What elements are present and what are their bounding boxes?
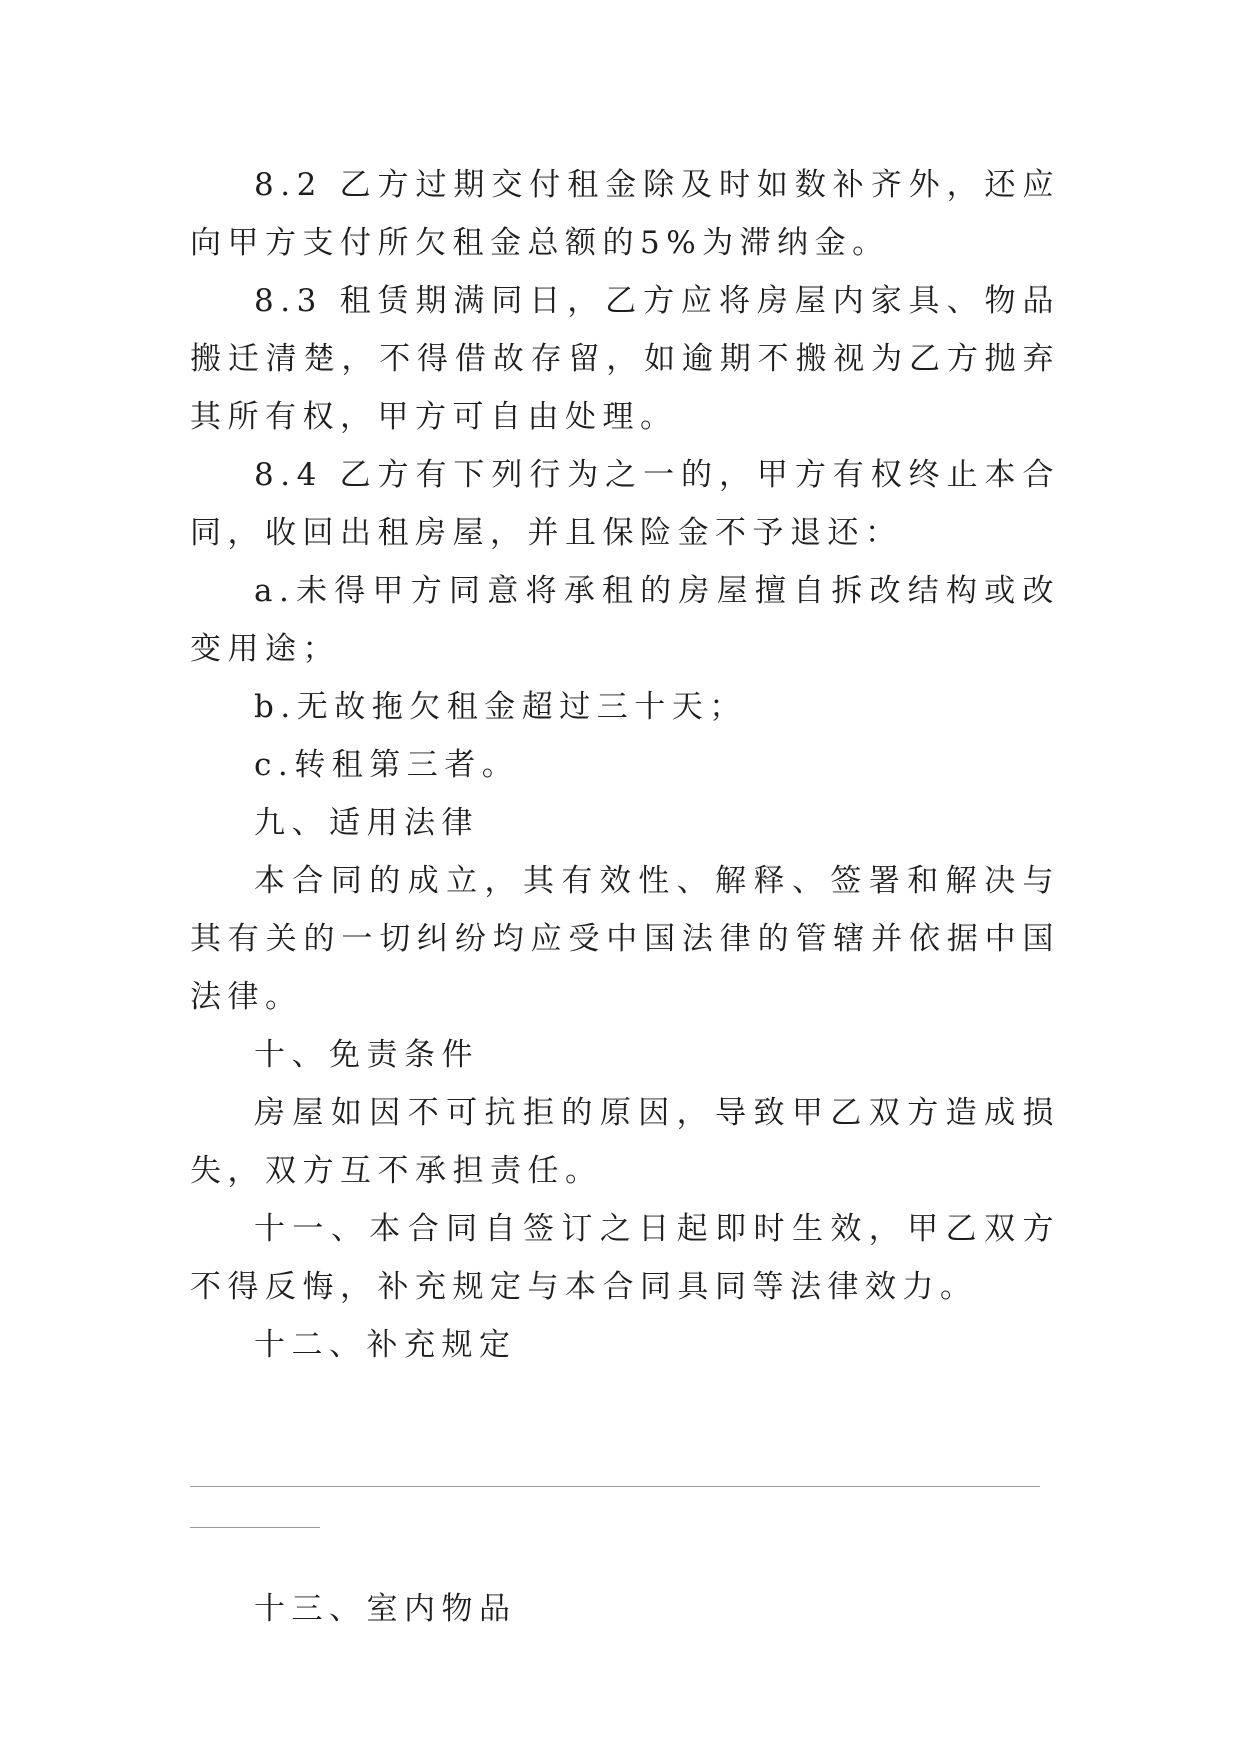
section-10-heading: 十、免责条件 bbox=[254, 1037, 479, 1073]
clause-8-3: 8.3 租赁期满同日，乙方应将房屋内家具、物品搬迁清楚，不得借故存留，如逾期不搬视为乙方抛弃其所有权，甲方可自由处理。 bbox=[190, 283, 1060, 435]
blank-space bbox=[190, 1374, 1060, 1486]
document-body bbox=[190, 156, 1060, 1638]
clause-8-4: 8.4 乙方有下列行为之一的，甲方有权终止本合同，收回出租房屋，并且保险金不予退还： bbox=[190, 457, 1060, 551]
clause-8-4-item-b: b.无故拖欠租金超过三十天； bbox=[254, 689, 747, 725]
clause-8-4-item-c: c.转租第三者。 bbox=[254, 747, 520, 783]
fill-in-line bbox=[190, 1486, 1040, 1487]
clause-8-2: 8.2 乙方过期交付租金除及时如数补齐外，还应向甲方支付所欠租金总额的5%为滞纳金。 bbox=[190, 167, 1060, 261]
section-11: 十一、本合同自签订之日起即时生效，甲乙双方不得反悔，补充规定与本合同具同等法律效力。 bbox=[190, 1211, 1060, 1305]
section-9-heading: 九、适用法律 bbox=[254, 805, 479, 841]
section-13-heading: 十三、室内物品 bbox=[254, 1591, 517, 1627]
section-10-body: 房屋如因不可抗拒的原因，导致甲乙双方造成损失，双方互不承担责任。 bbox=[190, 1095, 1060, 1189]
blank-space bbox=[190, 1528, 1060, 1580]
section-12-heading: 十二、补充规定 bbox=[254, 1327, 517, 1363]
section-9-body: 本合同的成立，其有效性、解释、签署和解决与其有关的一切纠纷均应受中国法律的管辖并依据中国法律。 bbox=[190, 863, 1060, 1015]
clause-8-4-item-a: a.未得甲方同意将承租的房屋擅自拆改结构或改变用途； bbox=[190, 573, 1060, 667]
